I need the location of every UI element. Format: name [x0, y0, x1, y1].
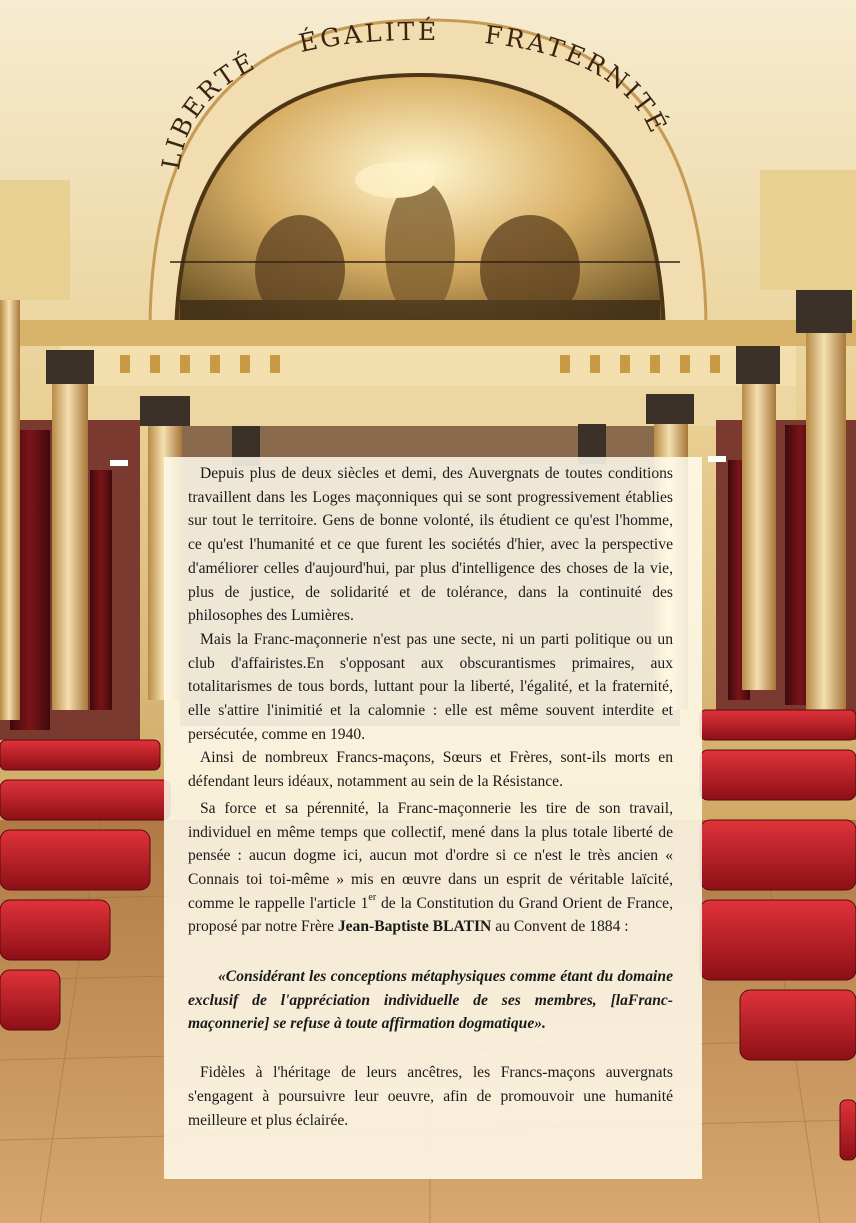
paragraph-history: Depuis plus de deux siècles et demi, des Auvergnats de toutes conditions travaillent dans les Loges maçonniques qui se sont progressivement établies sur tout le territoire. Gens de bonne volonté, ils étudient ce qu'est l'homme, ce qu'est l'humanité et ce que furent les sociétés d'hier, avec la perspective d'améliorer celles d'aujourd'hui, par plus d'intelligence des choses de la vie, plus de justice, de solidarité et de tolérance, dans la continuité des philosophes des Lumières.	[188, 465, 673, 625]
constitution-quote: «Considérant les conceptions métaphysiques comme étant du domaine exclusif de l'appréciation individuelle de ses membres, [laFranc-maçonnerie] se refuse à toute affirmation dogmatique».	[188, 968, 673, 1033]
paragraph-not-a-sect: Mais la Franc-maçonnerie n'est pas une secte, ni un parti politique ou un club d'affairistes.En s'opposant aux obscurantismes primaires, aux totalitarismes de tous bords, luttant pour la liberté, l'égalité, et la fraternité, elle s'attire l'inimitié et la calomnie : elle est même souvent interdite et persécutée, comme en 1940.	[188, 630, 673, 743]
motto-egalite: ÉGALITÉ	[296, 16, 440, 59]
paragraph-strength	[188, 797, 673, 939]
motto-liberte: LIBERTÉ	[156, 46, 262, 172]
blatin-name: Jean-Baptiste BLATIN	[337, 918, 492, 936]
dome-motto	[0, 0, 856, 400]
motto-fraternite: FRATERNITÉ	[483, 20, 674, 140]
paragraph-heritage: Fidèles à l'héritage de leurs ancêtres, les Francs-maçons auvergnats s'engagent à poursuivre leur oeuvre, afin de promouvoir une humanité meilleure et plus éclairée.	[188, 1064, 673, 1129]
paragraph-strength-a: Sa force et sa pérennité, la Franc-maçonnerie les tire de son travail, individuel en même temps que collectif, mené dans la plus totale liberté de pensée : aucun dogme ici, aucun mot d'ordre si ce n'est le très ancien « Connais toi toi-même » mis en œuvre dans un esprit de véritable laïcité, comme le rappelle l'article 1	[188, 799, 673, 912]
text-panel	[164, 457, 702, 1179]
paragraph-strength-c: au Convent de 1884 :	[491, 918, 629, 936]
paragraph-resistance: Ainsi de nombreux Francs-maçons, Sœurs et Frères, sont-ils morts en défendant leurs idéaux, notamment au sein de la Résistance.	[188, 749, 673, 791]
article-superscript: er	[368, 892, 377, 904]
paragraph-strength-b: de la Constitution du Grand Orient de France, proposé par notre Frère	[188, 894, 673, 936]
motto-text	[156, 17, 674, 172]
